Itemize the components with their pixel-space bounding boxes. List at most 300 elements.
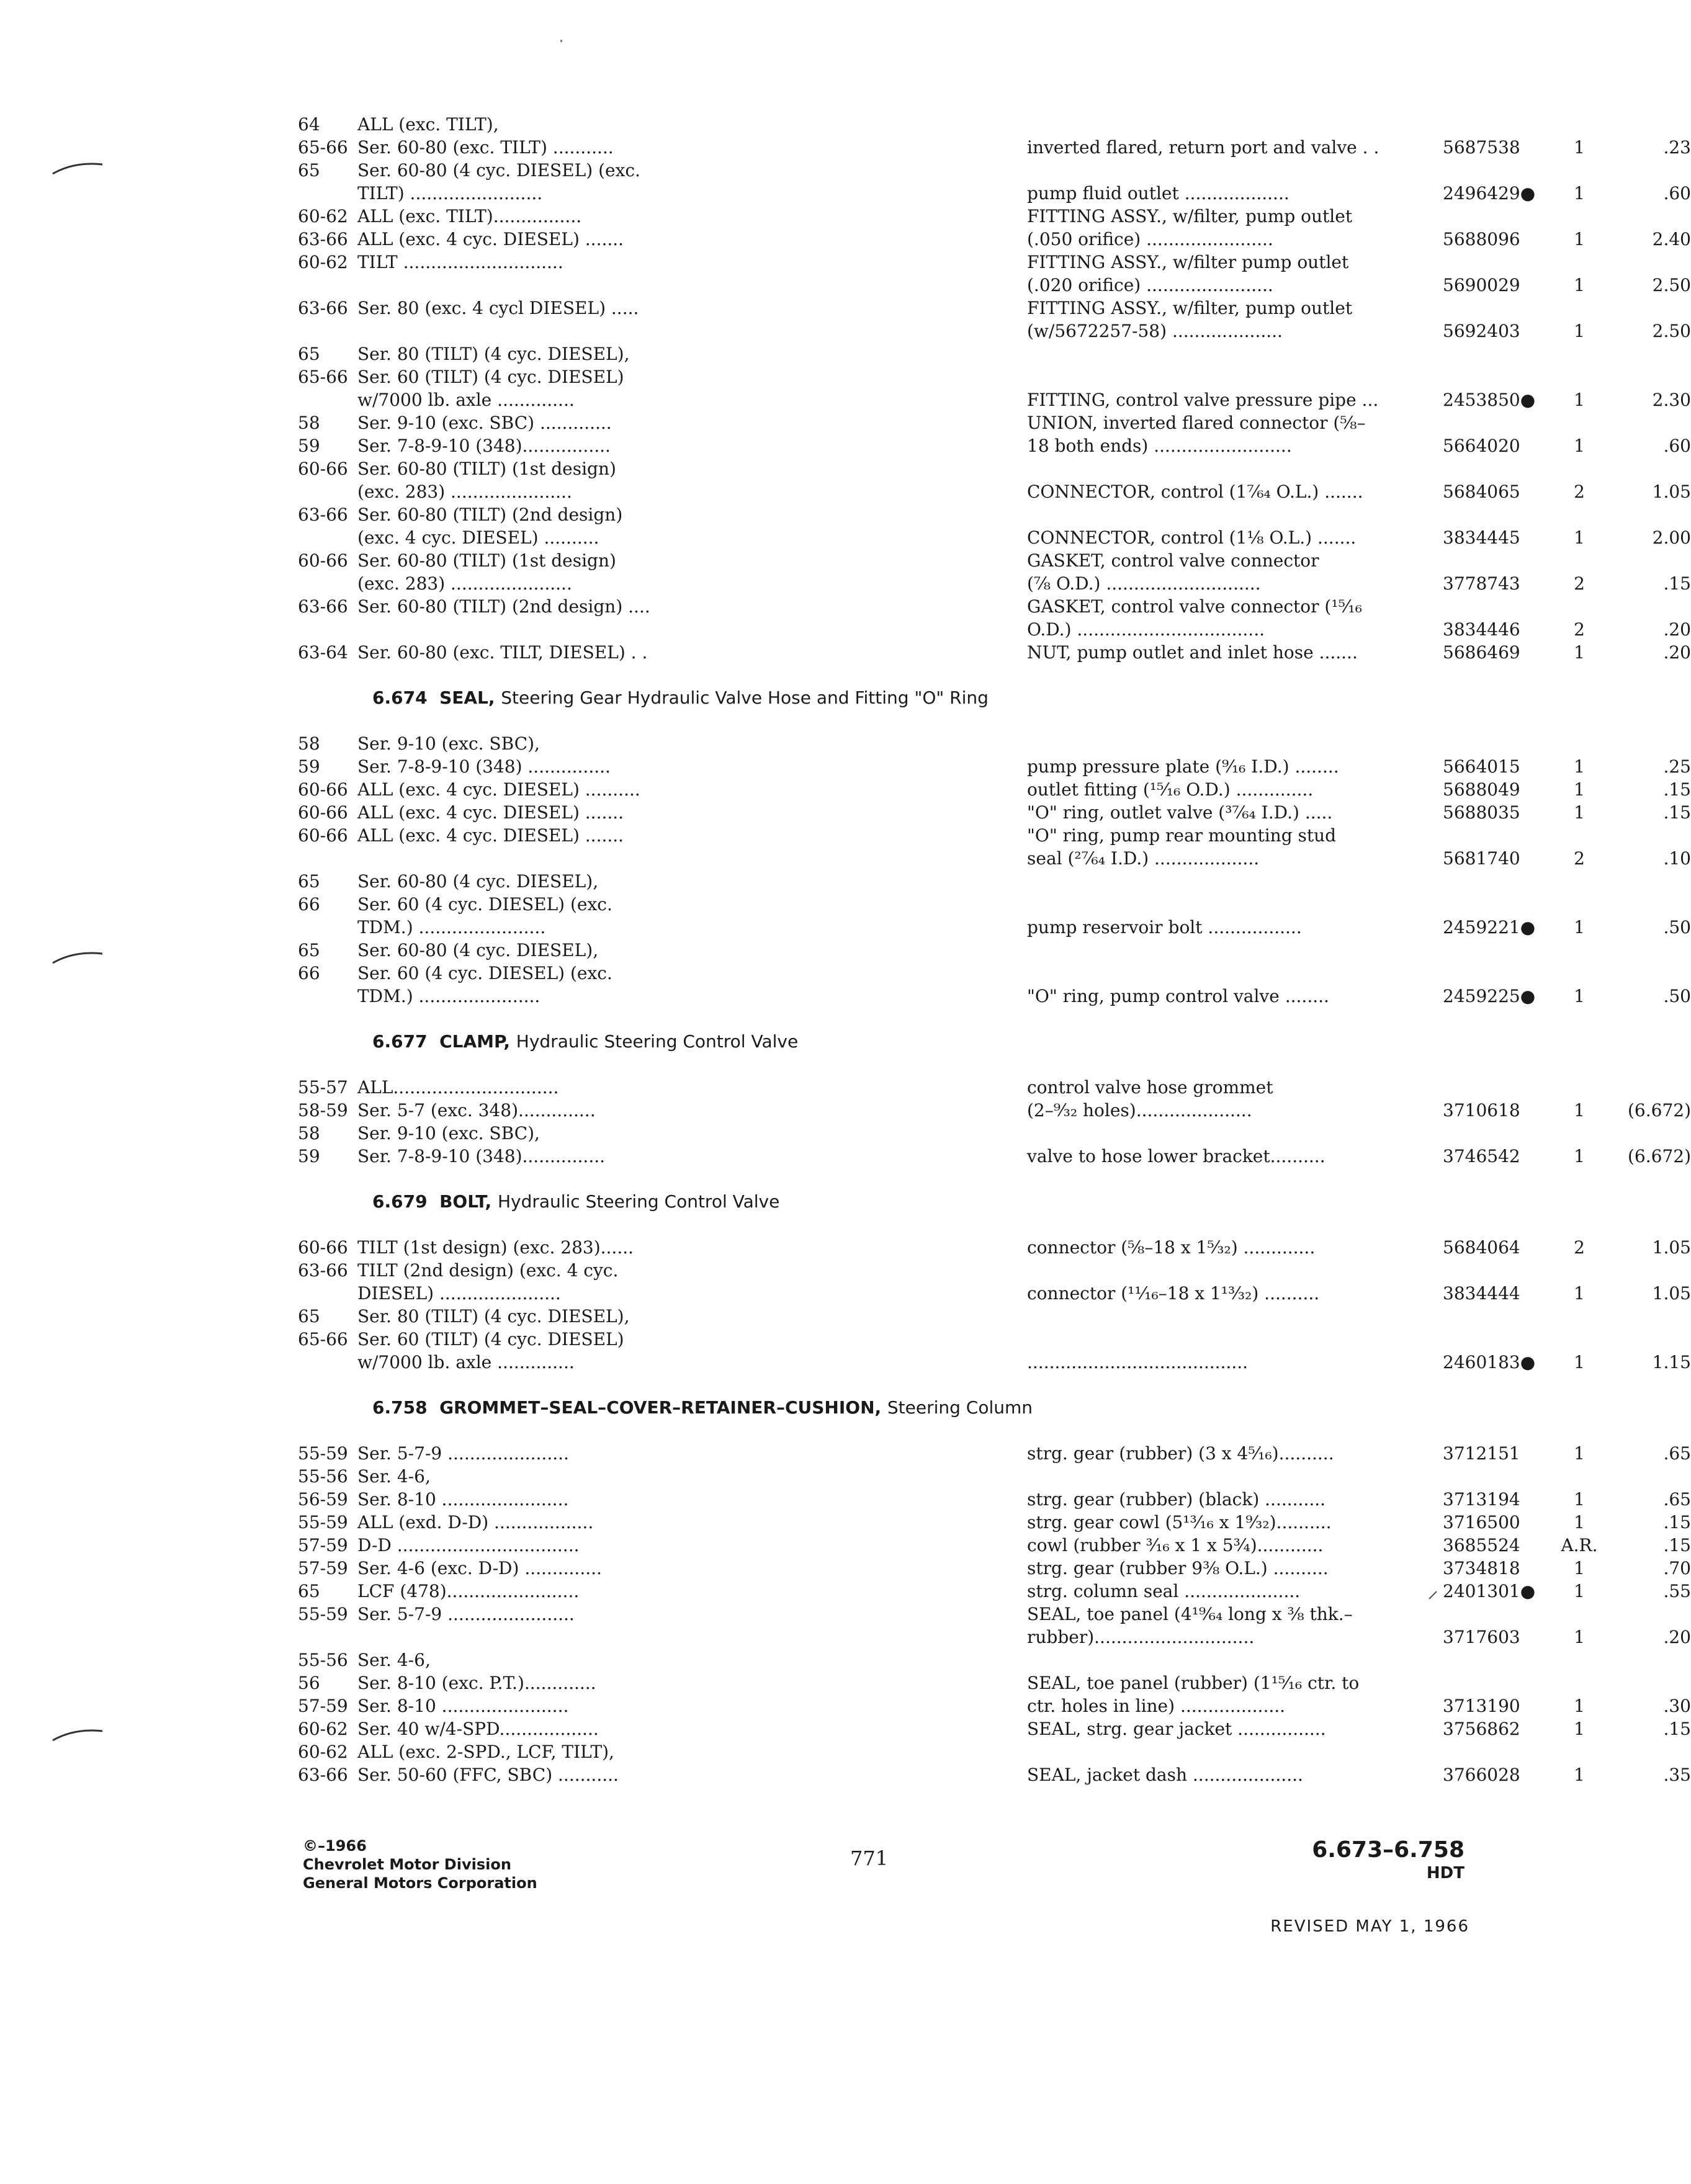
description: valve to hose lower bracket.......... <box>1027 1146 1325 1166</box>
page-footer <box>0 1837 1569 1973</box>
section-title: SEAL, <box>439 687 495 708</box>
copyright: ©–1966 <box>303 1837 367 1855</box>
table-row <box>298 1511 1691 1534</box>
quantity: 2 <box>1574 1237 1585 1258</box>
table-row <box>298 1259 1489 1282</box>
table-row <box>298 434 1691 457</box>
price: .15 <box>1663 1535 1691 1555</box>
application: Ser. 9-10 (exc. SBC) ............. <box>357 413 612 433</box>
table-row <box>298 985 1691 1008</box>
year-range: 57-59 <box>298 1558 348 1578</box>
price: .50 <box>1663 986 1691 1006</box>
part-number: 3834446 <box>1443 619 1520 640</box>
price: 2.50 <box>1652 275 1691 295</box>
price: .20 <box>1663 619 1691 640</box>
application: Ser. 9-10 (exc. SBC), <box>357 733 540 754</box>
price: 2.50 <box>1652 321 1691 341</box>
year-range: 60-62 <box>298 1719 348 1739</box>
group-range-block <box>1312 1837 1464 1882</box>
description: pump pressure plate (⁹⁄₁₆ I.D.) ........ <box>1027 756 1339 777</box>
price: .65 <box>1663 1443 1691 1464</box>
description: (⅞ O.D.) ............................ <box>1027 573 1261 594</box>
scan-mark <box>560 40 562 42</box>
description: SEAL, toe panel (4¹⁹⁄₆₄ long x ⅜ thk.– <box>1027 1604 1353 1624</box>
application: Ser. 60-80 (4 cyc. DIESEL), <box>357 871 599 892</box>
table-row <box>298 342 1489 365</box>
application: (exc. 283) ...................... <box>357 573 572 594</box>
section-title: GROMMET–SEAL–COVER–RETAINER–CUSHION, <box>439 1397 882 1418</box>
table-row <box>298 1122 1489 1145</box>
part-number: 2459221● <box>1443 917 1536 938</box>
division-name: Chevrolet Motor Division <box>303 1856 511 1873</box>
year-range: 55-59 <box>298 1604 348 1624</box>
part-number: 5664020 <box>1443 436 1520 456</box>
quantity: 1 <box>1574 1512 1585 1533</box>
table-row <box>298 159 1489 182</box>
part-number: 3834444 <box>1443 1283 1520 1304</box>
part-number: 3756862 <box>1443 1719 1520 1739</box>
description: (w/5672257-58) .................... <box>1027 321 1283 341</box>
price: 2.40 <box>1652 229 1691 249</box>
application: ALL (exc. TILT), <box>357 114 499 135</box>
description: connector (⅝–18 x 1⁵⁄₃₂) ............. <box>1027 1237 1316 1258</box>
quantity: 1 <box>1574 1283 1585 1304</box>
price: 1.05 <box>1652 481 1691 502</box>
hdt-label: HDT <box>1426 1864 1464 1882</box>
section-number: 6.677 <box>372 1031 428 1052</box>
application: TDM.) ....................... <box>357 917 546 938</box>
application: ALL (exc. 2-SPD., LCF, TILT), <box>357 1742 614 1762</box>
year-range: 59 <box>298 1146 320 1166</box>
table-row <box>298 1305 1489 1328</box>
year-range: 55-56 <box>298 1650 348 1670</box>
application: Ser. 60 (TILT) (4 cyc. DIESEL) <box>357 367 624 387</box>
table-row <box>298 1649 1489 1672</box>
section-number: 6.674 <box>372 687 428 708</box>
table-row <box>298 251 1489 274</box>
application: ALL (exc. TILT)................ <box>357 206 582 226</box>
table-row <box>298 1557 1691 1580</box>
table-row <box>298 1626 1691 1649</box>
description: CONNECTOR, control (1⅛ O.L.) ....... <box>1027 527 1357 548</box>
year-range: 58-59 <box>298 1100 348 1121</box>
part-number: 3713190 <box>1443 1696 1520 1716</box>
application: Ser. 60 (4 cyc. DIESEL) (exc. <box>357 963 612 983</box>
price: .65 <box>1663 1489 1691 1510</box>
application: ALL (exc. 4 cyc. DIESEL) ....... <box>357 802 624 823</box>
price: .70 <box>1663 1558 1691 1578</box>
year-range: 65-66 <box>298 367 348 387</box>
corporation-name: General Motors Corporation <box>303 1874 537 1892</box>
table-row <box>298 1328 1489 1351</box>
price: .15 <box>1663 802 1691 823</box>
application: Ser. 5-7 (exc. 348).............. <box>357 1100 596 1121</box>
description: GASKET, control valve connector (¹⁵⁄₁₆ <box>1027 596 1362 617</box>
table-row <box>298 893 1489 916</box>
table-row <box>298 136 1691 159</box>
price: (6.672) <box>1627 1100 1691 1121</box>
description: ctr. holes in line) ................... <box>1027 1696 1286 1716</box>
table-row <box>298 847 1691 870</box>
application: Ser. 60-80 (exc. TILT) ........... <box>357 137 614 158</box>
table-row <box>298 411 1489 434</box>
price: (6.672) <box>1627 1146 1691 1166</box>
application: TILT ............................. <box>357 252 563 272</box>
application: Ser. 8-10 ....................... <box>357 1489 569 1510</box>
price: .20 <box>1663 1627 1691 1647</box>
quantity: 2 <box>1574 573 1585 594</box>
year-range: 65 <box>298 344 320 364</box>
price: 1.05 <box>1652 1237 1691 1258</box>
price: 1.05 <box>1652 1283 1691 1304</box>
year-range: 65-66 <box>298 1329 348 1349</box>
part-number: 3712151 <box>1443 1443 1520 1464</box>
application: TDM.) ...................... <box>357 986 540 1006</box>
quantity: A.R. <box>1561 1535 1598 1555</box>
description: strg. column seal ..................... <box>1027 1581 1301 1601</box>
year-range: 58 <box>298 1123 320 1143</box>
year-range: 60-66 <box>298 825 348 846</box>
part-number: 5684064 <box>1443 1237 1520 1258</box>
year-range: 63-66 <box>298 504 348 525</box>
table-row <box>298 228 1691 251</box>
application: Ser. 80 (TILT) (4 cyc. DIESEL), <box>357 1306 630 1327</box>
application: (exc. 283) ...................... <box>357 481 572 502</box>
application: Ser. 7-8-9-10 (348)................ <box>357 436 611 456</box>
description: cowl (rubber ³⁄₁₆ x 1 x 5³⁄₄)............ <box>1027 1535 1324 1555</box>
table-row <box>298 526 1691 549</box>
description: pump reservoir bolt ................. <box>1027 917 1302 938</box>
part-number: 5688096 <box>1443 229 1520 249</box>
application: ALL (exc. 4 cyc. DIESEL) ....... <box>357 825 624 846</box>
price: .60 <box>1663 436 1691 456</box>
application: Ser. 4-6, <box>357 1650 431 1670</box>
year-range: 60-66 <box>298 802 348 823</box>
part-number: 5690029 <box>1443 275 1520 295</box>
application: Ser. 60 (4 cyc. DIESEL) (exc. <box>357 894 612 915</box>
application: LCF (478)........................ <box>357 1581 580 1601</box>
description: (2–⁹⁄₃₂ holes)..................... <box>1027 1100 1252 1121</box>
price: .55 <box>1663 1581 1691 1601</box>
year-range: 60-66 <box>298 1237 348 1258</box>
part-number: 2453850● <box>1443 390 1536 410</box>
quantity: 1 <box>1574 756 1585 777</box>
table-row <box>298 205 1489 228</box>
margin-mark <box>50 158 105 177</box>
description: "O" ring, pump rear mounting stud <box>1027 825 1337 846</box>
application: Ser. 60-80 (4 cyc. DIESEL) (exc. <box>357 160 640 181</box>
table-row <box>298 732 1489 755</box>
quantity: 1 <box>1574 1581 1585 1601</box>
application: Ser. 9-10 (exc. SBC), <box>357 1123 540 1143</box>
table-row <box>298 778 1691 801</box>
application: Ser. 60 (TILT) (4 cyc. DIESEL) <box>357 1329 624 1349</box>
quantity: 1 <box>1574 183 1585 204</box>
quantity: 1 <box>1574 1558 1585 1578</box>
part-number: 5664015 <box>1443 756 1520 777</box>
year-range: 55-57 <box>298 1077 348 1098</box>
description: outlet fitting (¹⁵⁄₁₆ O.D.) .............. <box>1027 779 1314 800</box>
quantity: 1 <box>1574 1100 1585 1121</box>
description: strg. gear (rubber) (black) ........... <box>1027 1489 1326 1510</box>
description: FITTING ASSY., w/filter, pump outlet <box>1027 298 1353 318</box>
price: .10 <box>1663 848 1691 869</box>
year-range: 58 <box>298 413 320 433</box>
application: Ser. 5-7-9 ...................... <box>357 1443 569 1464</box>
quantity: 1 <box>1574 802 1585 823</box>
section-heading <box>298 1168 1489 1236</box>
description: (.020 orifice) ....................... <box>1027 275 1273 295</box>
quantity: 1 <box>1574 436 1585 456</box>
price: .30 <box>1663 1696 1691 1716</box>
table-row <box>298 113 1489 136</box>
price: .15 <box>1663 779 1691 800</box>
part-number: 5681740 <box>1443 848 1520 869</box>
part-number: 2460183● <box>1443 1352 1536 1372</box>
application: Ser. 60-80 (TILT) (2nd design) .... <box>357 596 650 617</box>
price: .15 <box>1663 1512 1691 1533</box>
application: Ser. 80 (TILT) (4 cyc. DIESEL), <box>357 344 630 364</box>
table-row <box>298 1740 1489 1763</box>
table-row <box>298 1351 1691 1374</box>
part-number: 5687538 <box>1443 137 1520 158</box>
year-range: 60-62 <box>298 252 348 272</box>
part-number: 3685524 <box>1443 1535 1520 1555</box>
table-row <box>298 1442 1691 1465</box>
section-title: BOLT, <box>439 1191 492 1212</box>
year-range: 65 <box>298 1581 320 1601</box>
table-row <box>298 641 1691 664</box>
quantity: 1 <box>1574 137 1585 158</box>
description: FITTING ASSY., w/filter pump outlet <box>1027 252 1349 272</box>
year-range: 58 <box>298 733 320 754</box>
price: 2.00 <box>1652 527 1691 548</box>
table-row <box>298 1465 1489 1488</box>
application: Ser. 5-7-9 ....................... <box>357 1604 575 1624</box>
table-row <box>298 274 1691 297</box>
year-range: 60-66 <box>298 779 348 800</box>
application: Ser. 4-6, <box>357 1466 431 1487</box>
application: ALL (exc. 4 cyc. DIESEL) .......... <box>357 779 640 800</box>
quantity: 1 <box>1574 1443 1585 1464</box>
part-number: 3834445 <box>1443 527 1520 548</box>
year-range: 60-66 <box>298 459 348 479</box>
part-number: 2401301● <box>1443 1581 1536 1601</box>
application: DIESEL) ...................... <box>357 1283 561 1304</box>
description: CONNECTOR, control (1⁷⁄₆₄ O.L.) ....... <box>1027 481 1363 502</box>
section-6674 <box>298 664 1691 1008</box>
year-range: 63-64 <box>298 642 348 663</box>
price: .23 <box>1663 137 1691 158</box>
application: (exc. 4 cyc. DIESEL) .......... <box>357 527 599 548</box>
application: Ser. 40 w/4-SPD.................. <box>357 1719 599 1739</box>
table-row <box>298 320 1691 342</box>
price: .50 <box>1663 917 1691 938</box>
description: control valve hose grommet <box>1027 1077 1273 1098</box>
section-subtitle: Hydraulic Steering Control Valve <box>516 1031 799 1052</box>
quantity: 1 <box>1574 1696 1585 1716</box>
table-row <box>298 1099 1691 1122</box>
section-6679 <box>298 1168 1691 1374</box>
section-6677 <box>298 1008 1691 1168</box>
table-row <box>298 824 1489 847</box>
quantity: 1 <box>1574 917 1585 938</box>
table-row <box>298 1672 1489 1694</box>
part-number: 3746542 <box>1443 1146 1520 1166</box>
table-row <box>298 939 1489 962</box>
description: SEAL, toe panel (rubber) (1¹⁵⁄₁₆ ctr. to <box>1027 1673 1360 1693</box>
table-row <box>298 549 1489 572</box>
quantity: 2 <box>1574 619 1585 640</box>
part-number: 2496429● <box>1443 183 1536 204</box>
table-row <box>298 1694 1691 1717</box>
quantity: 1 <box>1574 229 1585 249</box>
description: NUT, pump outlet and inlet hose ....... <box>1027 642 1358 663</box>
year-range: 63-66 <box>298 1765 348 1785</box>
quantity: 1 <box>1574 986 1585 1006</box>
year-range: 57-59 <box>298 1535 348 1555</box>
application: TILT (1st design) (exc. 283)...... <box>357 1237 634 1258</box>
year-range: 64 <box>298 114 320 135</box>
part-number: 5684065 <box>1443 481 1520 502</box>
quantity: 1 <box>1574 1765 1585 1785</box>
margin-mark <box>50 1725 105 1743</box>
table-row <box>298 916 1691 939</box>
table-row <box>298 1236 1691 1259</box>
price: .35 <box>1663 1765 1691 1785</box>
part-number: 5688049 <box>1443 779 1520 800</box>
section-6758 <box>298 1374 1691 1786</box>
description: strg. gear (rubber) (3 x 4⁵⁄₁₆).......... <box>1027 1443 1334 1464</box>
table-row <box>298 1717 1691 1740</box>
description: seal (²⁷⁄₆₄ I.D.) ................... <box>1027 848 1260 869</box>
description: strg. gear (rubber 9⅜ O.L.) .......... <box>1027 1558 1329 1578</box>
description: pump fluid outlet ................... <box>1027 183 1290 204</box>
application: TILT (2nd design) (exc. 4 cyc. <box>357 1260 619 1281</box>
part-number: 3734818 <box>1443 1558 1520 1578</box>
table-row <box>298 1580 1691 1603</box>
description: "O" ring, outlet valve (³⁷⁄₆₄ I.D.) ..... <box>1027 802 1333 823</box>
application: Ser. 60-80 (TILT) (1st design) <box>357 459 616 479</box>
section-heading <box>298 1008 1489 1076</box>
year-range: 55-59 <box>298 1443 348 1464</box>
application: Ser. 60-80 (4 cyc. DIESEL), <box>357 940 599 960</box>
application: ALL (exc. 4 cyc. DIESEL) ....... <box>357 229 624 249</box>
year-range: 60-66 <box>298 550 348 571</box>
price: .25 <box>1663 756 1691 777</box>
table-row <box>298 388 1691 411</box>
year-range: 63-66 <box>298 229 348 249</box>
quantity: 1 <box>1574 275 1585 295</box>
quantity: 1 <box>1574 1627 1585 1647</box>
year-range: 63-66 <box>298 596 348 617</box>
group-range: 6.673–6.758 <box>1312 1837 1464 1863</box>
part-number: 2459225● <box>1443 986 1536 1006</box>
page-number: 771 <box>850 1846 889 1870</box>
section-subtitle: Hydraulic Steering Control Valve <box>497 1191 780 1212</box>
table-row <box>298 1076 1489 1099</box>
quantity: 1 <box>1574 527 1585 548</box>
year-range: 56 <box>298 1673 320 1693</box>
year-range: 63-66 <box>298 1260 348 1281</box>
year-range: 65-66 <box>298 137 348 158</box>
quantity: 2 <box>1574 848 1585 869</box>
section-subtitle: Steering Column <box>887 1397 1033 1418</box>
table-row <box>298 618 1691 641</box>
quantity: 1 <box>1574 321 1585 341</box>
quantity: 1 <box>1574 1352 1585 1372</box>
application: ALL (exd. D-D) .................. <box>357 1512 594 1533</box>
description: UNION, inverted flared connector (⅝– <box>1027 413 1366 433</box>
description: inverted flared, return port and valve . . <box>1027 137 1379 158</box>
application: Ser. 7-8-9-10 (348)............... <box>357 1146 606 1166</box>
section-subtitle: Steering Gear Hydraulic Valve Hose and Fitting "O" Ring <box>501 687 989 708</box>
year-range: 65 <box>298 871 320 892</box>
application: w/7000 lb. axle .............. <box>357 1352 575 1372</box>
table-row <box>298 457 1489 480</box>
table-row <box>298 1145 1691 1168</box>
description: 18 both ends) ......................... <box>1027 436 1292 456</box>
year-range: 63-66 <box>298 298 348 318</box>
table-row <box>298 1763 1691 1786</box>
price: .15 <box>1663 1719 1691 1739</box>
price: 2.30 <box>1652 390 1691 410</box>
table-row <box>298 755 1691 778</box>
table-row <box>298 1488 1691 1511</box>
year-range: 55-56 <box>298 1466 348 1487</box>
year-range: 60-62 <box>298 1742 348 1762</box>
application: D-D ................................. <box>357 1535 580 1555</box>
table-row <box>298 870 1489 893</box>
section-heading <box>298 1374 1489 1442</box>
year-range: 65 <box>298 1306 320 1327</box>
application: Ser. 60-80 (TILT) (2nd design) <box>357 504 623 525</box>
revision-date: REVISED MAY 1, 1966 <box>1270 1917 1469 1936</box>
description: FITTING ASSY., w/filter, pump outlet <box>1027 206 1353 226</box>
price: .60 <box>1663 183 1691 204</box>
table-row <box>298 297 1489 320</box>
quantity: 1 <box>1574 1146 1585 1166</box>
table-row <box>298 595 1489 618</box>
price: .20 <box>1663 642 1691 663</box>
section-continued <box>298 113 1691 664</box>
price: 1.15 <box>1652 1352 1691 1372</box>
year-range: 59 <box>298 756 320 777</box>
quantity: 2 <box>1574 481 1585 502</box>
part-number: 5692403 <box>1443 321 1520 341</box>
table-row <box>298 503 1489 526</box>
year-range: 66 <box>298 963 320 983</box>
description: rubber)............................. <box>1027 1627 1255 1647</box>
year-range: 65 <box>298 160 320 181</box>
year-range: 55-59 <box>298 1512 348 1533</box>
table-row <box>298 480 1691 503</box>
description: SEAL, jacket dash .................... <box>1027 1765 1303 1785</box>
description: ........................................ <box>1027 1352 1249 1372</box>
part-number: 3716500 <box>1443 1512 1520 1533</box>
application: TILT) ........................ <box>357 183 543 204</box>
application: Ser. 7-8-9-10 (348) ............... <box>357 756 611 777</box>
table-row <box>298 962 1489 985</box>
year-range: 56-59 <box>298 1489 348 1510</box>
description: O.D.) .................................. <box>1027 619 1265 640</box>
year-range: 60-62 <box>298 206 348 226</box>
description: connector (¹¹⁄₁₆–18 x 1¹³⁄₃₂) .......... <box>1027 1283 1320 1304</box>
table-row <box>298 182 1691 205</box>
table-row <box>298 572 1691 595</box>
description: SEAL, strg. gear jacket ................ <box>1027 1719 1326 1739</box>
description: GASKET, control valve connector <box>1027 550 1319 571</box>
